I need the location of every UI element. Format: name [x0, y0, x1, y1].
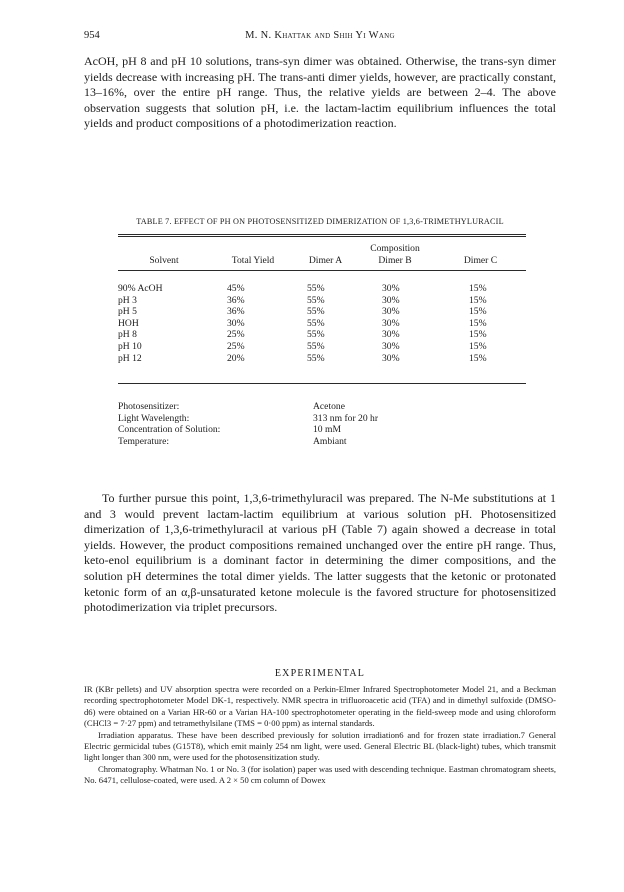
experimental-paragraph-3: Chromatography. Whatman No. 1 or No. 3 (for isolation) paper was used with descending technique. Eastman chromatogram sheets, No. 6471, cellulose-coated, were used. A 2 × 50 cm column of Dowex: [84, 763, 556, 786]
table-cell: pH 12: [118, 352, 142, 364]
table-col-header: Solvent: [149, 255, 179, 266]
table-cell: 55%: [307, 283, 325, 294]
table-row: [118, 329, 526, 341]
table-row: [118, 318, 526, 330]
table-cell: 15%: [469, 329, 487, 341]
note-label: Photosensitizer:: [118, 401, 180, 412]
table-cell: 36%: [227, 294, 245, 306]
table-cell: 55%: [307, 306, 325, 318]
table-cell: 15%: [469, 294, 487, 306]
experimental-text: [84, 684, 556, 787]
table-cell: pH 10: [118, 340, 142, 352]
table-caption: TABLE 7. EFFECT OF PH ON PHOTOSENSITIZED DIMERIZATION OF 1,3,6-TRIMETHYLURACIL: [136, 217, 504, 226]
table-top-rule-2: [118, 236, 526, 237]
table-cell: 30%: [382, 317, 400, 329]
table-cell: 55%: [307, 329, 325, 341]
table-cell: 15%: [469, 340, 487, 352]
data-table: [118, 283, 526, 364]
table-cell: 30%: [382, 329, 400, 341]
table-cell: 30%: [382, 340, 400, 352]
table-cell: 15%: [469, 352, 487, 364]
table-cell: 55%: [307, 317, 325, 329]
table-cell: 30%: [227, 317, 245, 329]
body-paragraph-1: AcOH, pH 8 and pH 10 solutions, trans-syn dimer was obtained. Otherwise, the trans-syn dimer yields decrease with increasing pH. The trans-anti dimer yields, however, are practically constant, 13–16%, over the entire pH range. Thus, the relative yields are between 2–4. The above observation suggests that solution pH, i.e. the lactam-lactim equilibrium influences the total yields and product compositions of a photodimerization reaction.: [84, 54, 556, 131]
table-cell: HOH: [118, 317, 139, 329]
table-cell: 25%: [227, 340, 245, 352]
experimental-paragraph-2: Irradiation apparatus. These have been described previously for solution irradiation6 and for frozen state irradiation.7 General Electric germicidal tubes (G15T8), which emit mainly 254 nm light, were used. General Electric BL (black-light) tubes, which transmit light longer than 300 nm, were used for the photosensitization study.: [84, 729, 556, 763]
table-row: [118, 306, 526, 318]
table-cell: pH 3: [118, 294, 137, 306]
running-header: [84, 30, 556, 46]
note-label: Light Wavelength:: [118, 412, 190, 424]
table-cell: 15%: [469, 283, 487, 294]
note-value: 10 mM: [313, 424, 341, 436]
note-label: Temperature:: [118, 435, 169, 447]
table-cell: 15%: [469, 306, 487, 318]
table-bottom-rule: [118, 383, 526, 384]
table-row: [118, 353, 526, 365]
note-value: Ambiant: [313, 435, 347, 447]
table-row: [118, 283, 526, 295]
section-heading: EXPERIMENTAL: [274, 668, 366, 679]
table-row: [118, 341, 526, 353]
table-col-header: Total Yield: [231, 255, 275, 266]
running-header-authors: M. N. Khattak and Shih Yi Wang: [245, 30, 395, 41]
table-cell: 55%: [307, 352, 325, 364]
experimental-paragraph-1: IR (KBr pellets) and UV absorption spectra were recorded on a Perkin-Elmer Infrared Spectrophotometer Model 21, and a Beckman recording spectrophotometer Model DK-1, respectively. NMR spectra in trifluoroacetic acid (TFA) and in dimethyl sulfoxide (DMSO-d6) were obtained on a Varian HR-60 or a Varian HA-100 spectrophotometer operating in the field-sweep mode and using chloroform (CHCl3 = 7·27 ppm) and tetramethylsilane (TMS = 0·00 ppm) as internal standards.: [84, 684, 556, 729]
table-group-header: Composition: [370, 243, 420, 254]
table-col-header: Dimer A: [308, 255, 343, 266]
table-cell: pH 8: [118, 329, 137, 341]
table-cell: 20%: [227, 352, 245, 364]
table-row: [118, 295, 526, 307]
table-cell: 55%: [307, 340, 325, 352]
table-cell: pH 5: [118, 306, 137, 318]
table-cell: 55%: [307, 294, 325, 306]
table-cell: 36%: [227, 306, 245, 318]
table-col-header: Dimer C: [463, 255, 498, 266]
note-label: Concentration of Solution:: [118, 424, 221, 436]
table-cell: 90% AcOH: [118, 283, 163, 294]
table-cell: 30%: [382, 294, 400, 306]
table-cell: 25%: [227, 329, 245, 341]
table-cell: 45%: [227, 283, 245, 294]
table-cell: 15%: [469, 317, 487, 329]
note-value: 313 nm for 20 hr: [313, 412, 379, 424]
table-top-rule: [118, 234, 526, 235]
table-cell: 30%: [382, 306, 400, 318]
table-cell: 30%: [382, 352, 400, 364]
note-value: Acetone: [313, 401, 345, 412]
body-paragraph-2: To further pursue this point, 1,3,6-trimethyluracil was prepared. The N-Me substitutions at 1 and 3 would prevent lactam-lactim equilibrium at various solution pH. Photosensitized dimerization of 1,3,6-trimethyluracil at various pH (Table 7) again showed a decrease in total yields. However, the product compositions remained unchanged over the entire pH range. Thus, keto-enol equilibrium is a dominant factor in determining the dimer compositions, and the solution pH determines the total dimer yields. The latter suggests that the ketonic or protonated ketonic form of an α,β-unsaturated ketone molecule is the favored structure for photosensitized photodimerization via triplet precursors.: [84, 491, 556, 615]
page-number: 954: [84, 30, 100, 41]
table-header-rule: [118, 270, 526, 271]
table-col-header: Dimer B: [378, 255, 412, 266]
table-cell: 30%: [382, 283, 400, 294]
